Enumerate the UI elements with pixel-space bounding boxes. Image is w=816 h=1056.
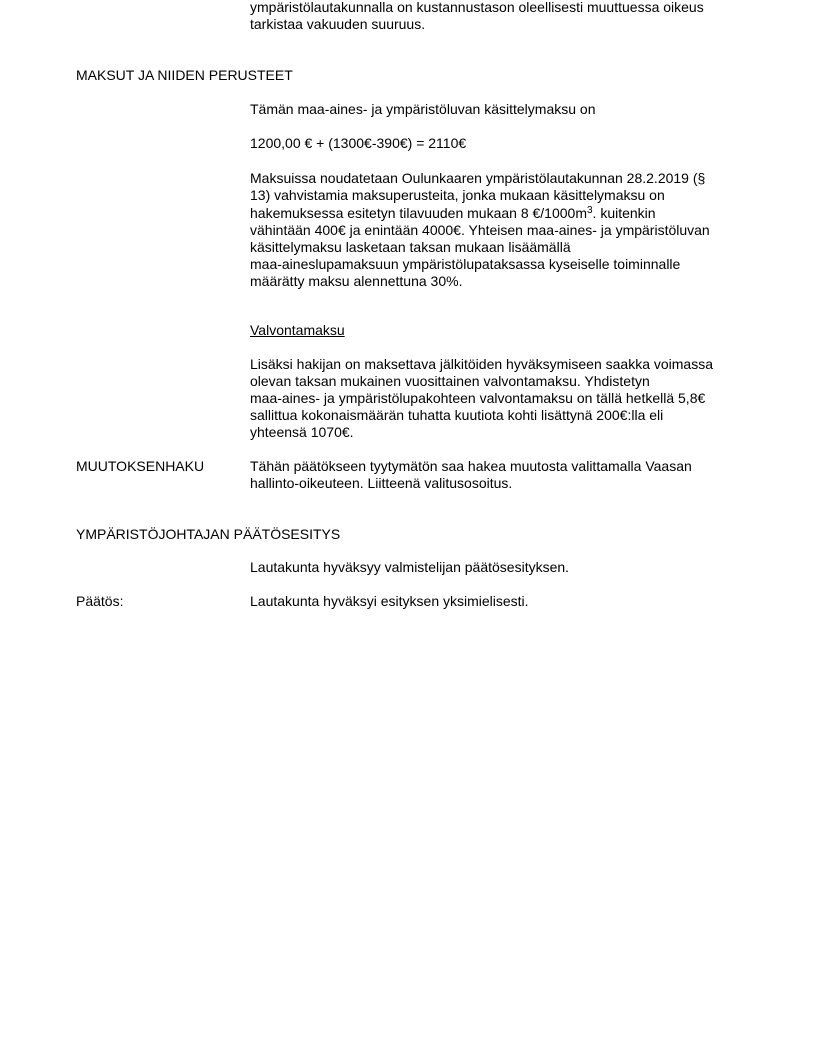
maksut-p3-line-7: määrätty maksu alennettuna 30%. <box>250 273 463 289</box>
muutoksenhaku-label: MUUTOKSENHAKU <box>76 458 205 474</box>
muutoksenhaku-paragraph <box>250 458 740 492</box>
muutoksenhaku-line-2: hallinto-oikeuteen. Liitteenä valitusosoitus. <box>250 475 513 491</box>
valvonta-line-5: yhteensä 1070€. <box>250 424 354 440</box>
valvontamaksu-subheading: Valvontamaksu <box>250 322 345 338</box>
valvonta-line-4: sallittua kokonaismäärän tuhatta kuutiota kohti lisättynä 200€:lla eli <box>250 407 664 423</box>
maksut-p3-line-2: 13) vahvistamia maksuperusteita, jonka mukaan käsittelymaksu on <box>250 187 665 203</box>
paatos-text: Lautakunta hyväksyi esityksen yksimielisesti. <box>250 593 529 609</box>
valvonta-line-3: maa-aines- ja ympäristölupakohteen valvontamaksu on tällä hetkellä 5,8€ <box>250 390 706 406</box>
maksut-paragraph-1: Tämän maa-aines- ja ympäristöluvan käsittelymaksu on <box>250 101 596 117</box>
maksut-p3-line-6: maa-aineslupamaksuun ympäristölupataksassa kyseiselle toiminnalle <box>250 256 681 272</box>
maksut-heading: MAKSUT JA NIIDEN PERUSTEET <box>76 67 293 83</box>
valvontamaksu-paragraph <box>250 356 740 441</box>
paatos-label: Päätös: <box>76 593 124 609</box>
maksut-p3-line-1: Maksuissa noudatetaan Oulunkaaren ympäristölautakunnan 28.2.2019 (§ <box>250 170 706 186</box>
maksut-p3-line-5: käsittelymaksu lasketaan taksan mukaan lisäämällä <box>250 239 571 255</box>
superscript-three: 3 <box>586 205 593 216</box>
valvonta-line-2: olevan taksan mukainen vuosittainen valvontamaksu. Yhdistetyn <box>250 373 650 389</box>
continuation-paragraph <box>250 0 740 33</box>
esitys-text: Lautakunta hyväksyy valmistelijan päätösesityksen. <box>250 559 570 575</box>
maksut-p3-line-3-text: hakemuksessa esitetyn tilavuuden mukaan 8 €/1000m <box>250 205 587 221</box>
maksut-calculation: 1200,00 € + (1300€-390€) = 2110€ <box>250 135 467 151</box>
continuation-line-2: tarkistaa vakuuden suuruus. <box>250 16 426 32</box>
continuation-line-1: ympäristölautakunnalla on kustannustason oleellisesti muuttuessa oikeus <box>250 0 704 15</box>
muutoksenhaku-line-1: Tähän päätökseen tyytymätön saa hakea muutosta valittamalla Vaasan <box>250 458 692 474</box>
maksut-p3-line-4: vähintään 400€ ja enintään 4000€. Yhteisen maa-aines- ja ympäristöluvan <box>250 222 710 238</box>
maksut-p3-line-3-end: . kuitenkin <box>592 205 656 221</box>
maksut-paragraph-3 <box>250 170 740 290</box>
esitys-heading: YMPÄRISTÖJOHTAJAN PÄÄTÖSESITYS <box>76 526 341 542</box>
valvonta-line-1: Lisäksi hakijan on maksettava jälkitöiden hyväksymiseen saakka voimassa <box>250 356 713 372</box>
maksut-p3-line-3 <box>250 205 740 222</box>
